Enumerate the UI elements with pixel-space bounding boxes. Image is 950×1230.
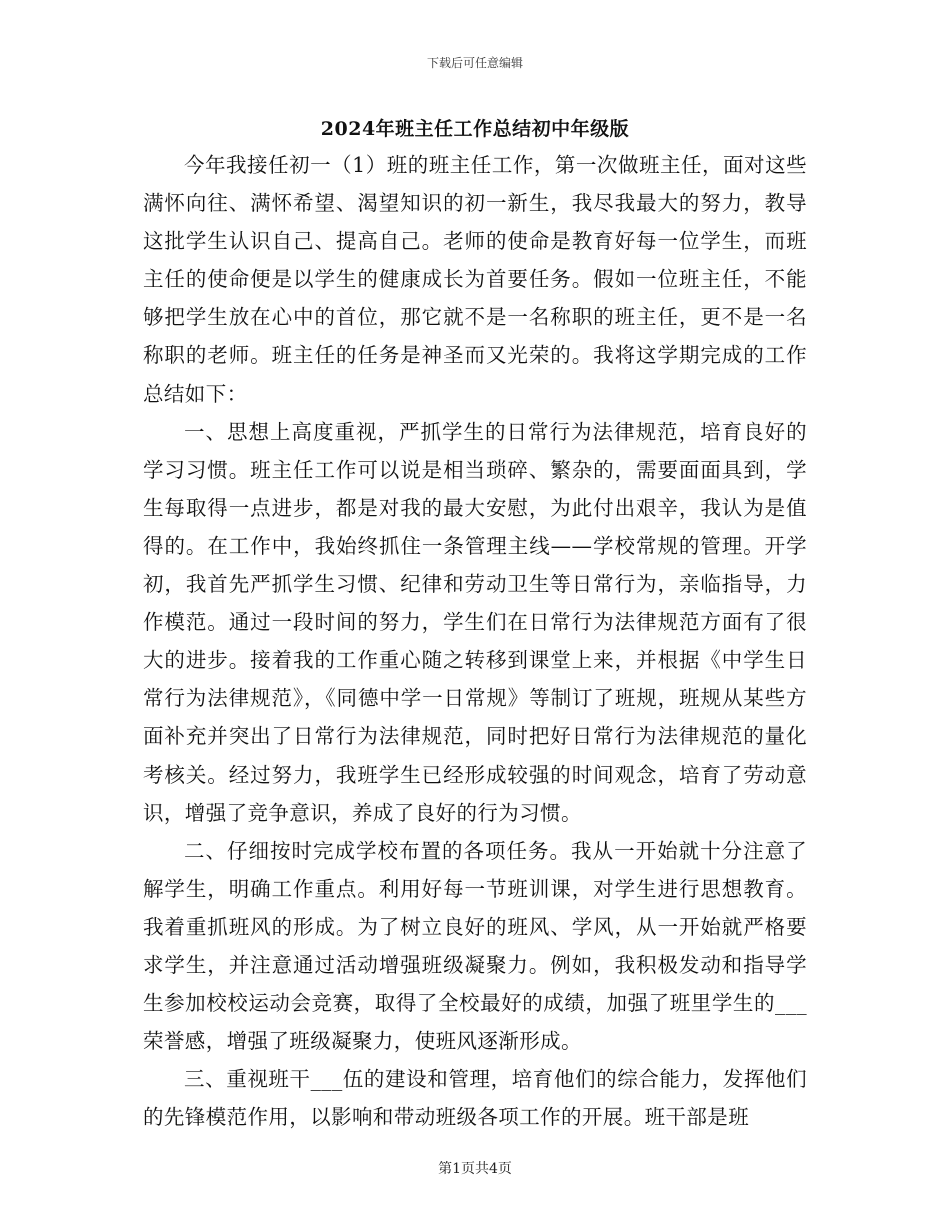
document-title: 2024年班主任工作总结初中年级版: [320, 118, 630, 140]
paragraph-intro: 今年我接任初一（1）班的班主任工作，第一次做班主任，面对这些满怀向往、满怀希望、渴望知识的初一新生，我尽我最大的努力，教导这批学生认识自己、提高自己。老师的使命是教育好每一位学生，而班主任的使命便是以学生的健康成长为首要任务。假如一位班主任，不能够把学生放在心中的首位，那它就不是一名称职的班主任，更不是一名称职的老师。班主任的任务是神圣而又光荣的。我将这学期完成的工作总结如下：: [143, 153, 807, 406]
paragraph-section-3: 三、重视班干___伍的建设和管理，培育他们的综合能力，发挥他们的先锋模范作用，以影响和带动班级各项工作的开展。班干部是班: [143, 1067, 807, 1130]
page-header-note: 下载后可任意编辑: [426, 56, 523, 70]
paragraph-section-1: 一、思想上高度重视，严抓学生的日常行为法律规范，培育良好的学习习惯。班主任工作可以说是相当琐碎、繁杂的，需要面面具到，学生每取得一点进步，都是对我的最大安慰，为此付出艰辛，我认为是值得的。在工作中，我始终抓住一条管理主线——学校常规的管理。开学初，我首先严抓学生习惯、纪律和劳动卫生等日常行为，亲临指导，力作模范。通过一段时间的努力，学生们在日常行为法律规范方面有了很大的进步。接着我的工作重心随之转移到课堂上来，并根据《中学生日常行为法律规范》，《同德中学一日常规》等制订了班规，班规从某些方面补充并突出了日常行为法律规范，同时把好日常行为法律规范的量化考核关。经过努力，我班学生已经形成较强的时间观念，培育了劳动意识，增强了竞争意识，养成了良好的行为习惯。: [143, 419, 807, 825]
page-number: 第1页共4页: [438, 1161, 512, 1177]
paragraph-section-2: 二、仔细按时完成学校布置的各项任务。我从一开始就十分注意了解学生，明确工作重点。利用好每一节班训课，对学生进行思想教育。我着重抓班风的形成。为了树立良好的班风、学风，从一开始就严格要求学生，并注意通过活动增强班级凝聚力。例如，我积极发动和指导学生参加校校运动会竞赛，取得了全校最好的成绩，加强了班里学生的___荣誉感，增强了班级凝聚力，使班风逐渐形成。: [143, 838, 807, 1054]
document-body: [143, 146, 807, 1136]
